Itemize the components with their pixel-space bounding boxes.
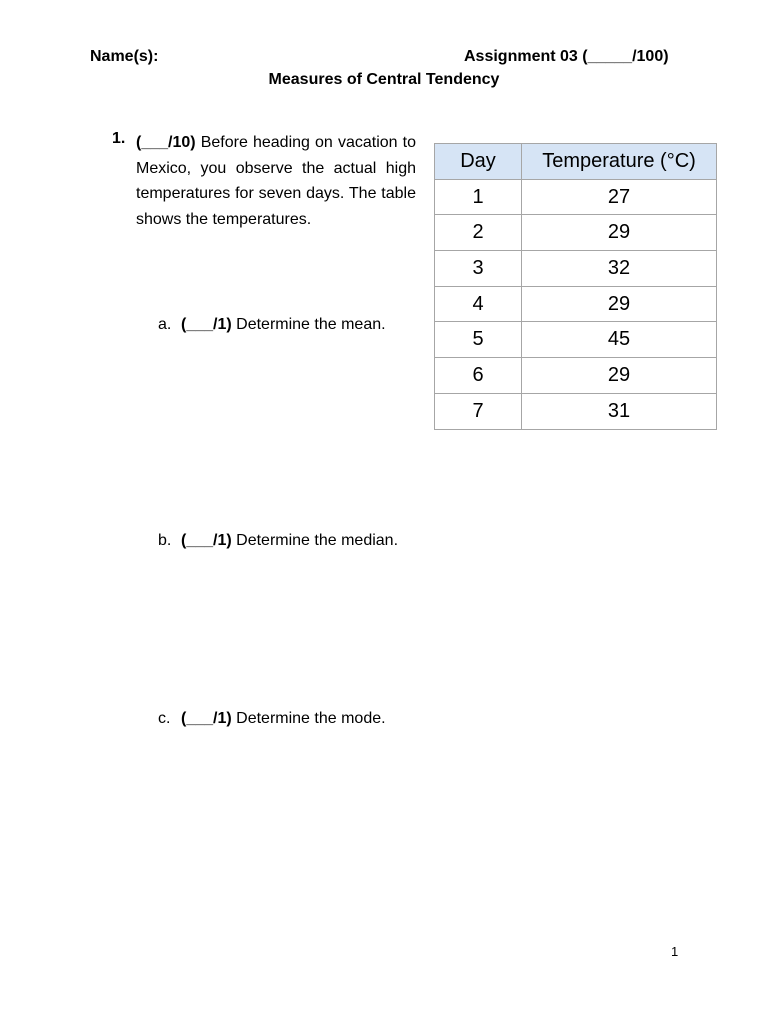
temperature-cell: 31 [522,393,717,429]
column-header-temperature: Temperature (°C) [522,144,717,180]
page-number: 1 [671,944,679,959]
subquestion-letter: c. [158,710,171,727]
question-points: (___/10) [136,134,196,151]
temperature-cell: 29 [522,215,717,251]
question-body: Before heading on vacation to Mexico, you observe the actual high temperatures for seven days. The table shows the temperatures. [136,134,416,228]
temperature-cell: 29 [522,358,717,394]
table-row [435,179,717,215]
question-number: 1. [112,130,126,147]
subquestion-points: (___/1) [181,710,232,727]
subquestion-a [158,316,386,334]
table-row [435,251,717,287]
table-row [435,358,717,394]
name-label: Name(s): [90,48,159,65]
day-cell: 7 [435,393,522,429]
column-header-day: Day [435,144,522,180]
subquestion-letter: a. [158,316,172,333]
temperature-cell: 45 [522,322,717,358]
subquestion-text: Determine the mode. [231,710,386,727]
day-cell: 6 [435,358,522,394]
temperature-cell: 32 [522,251,717,287]
day-cell: 1 [435,179,522,215]
subquestion-b [158,532,398,550]
subquestion-c [158,710,386,728]
table-row [435,393,717,429]
table-header-row [435,144,717,180]
day-cell: 5 [435,322,522,358]
subquestion-points: (___/1) [181,532,232,549]
temperature-cell: 27 [522,179,717,215]
table-row [435,322,717,358]
table-row [435,286,717,322]
document-title: Measures of Central Tendency [268,71,500,88]
day-cell: 2 [435,215,522,251]
day-cell: 4 [435,286,522,322]
assignment-score-label: Assignment 03 (_____/100) [464,48,669,65]
subquestion-letter: b. [158,532,172,549]
subquestion-text: Determine the median. [231,532,399,549]
subquestion-points: (___/1) [181,316,232,333]
temperature-table [434,143,717,430]
subquestion-text: Determine the mean. [231,316,386,333]
question-text [136,130,416,232]
day-cell: 3 [435,251,522,287]
table-row [435,215,717,251]
temperature-cell: 29 [522,286,717,322]
